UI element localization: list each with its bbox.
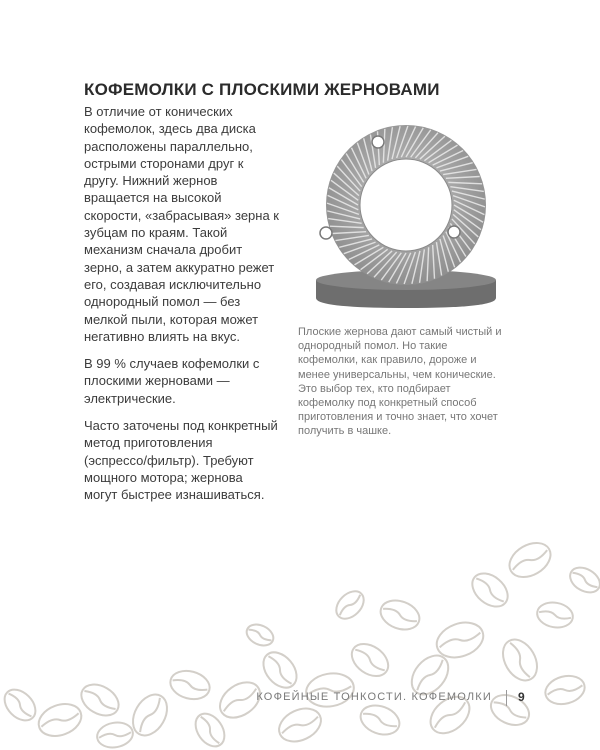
article-body: [84, 103, 279, 514]
burr-illustration: [296, 110, 516, 330]
coffee-bean: [466, 567, 514, 614]
coffee-bean: [346, 637, 394, 682]
coffee-bean: [331, 586, 369, 624]
paragraph-intro: В отличие от конических кофемолок, здесь два диска расположены параллельно, острыми сторонами друг к другу. Нижний жернов вращается на высокой скорости, «забрасывая» зерна к зубцам по краям. Такой механизм сначала дробит зерно, а затем аккуратно режет его, создавая исключительно однородный помол — без мелкой пыли, которая может негативно влиять на вкус.: [84, 104, 279, 344]
mount-hole: [320, 227, 332, 239]
page-title: КОФЕМОЛКИ С ПЛОСКИМИ ЖЕРНОВАМИ: [84, 80, 440, 99]
coffee-bean: [503, 536, 556, 584]
coffee-beans-background: [0, 520, 600, 750]
caption-text: Плоские жернова дают самый чистый и однородный помол. Но такие кофемолки, как правило, дороже и менее универсальны, чем конические. Это выбор тех, кто подбирает кофемолку под конкретный способ приготовления и точно знает, что хочет получить в чашке.: [298, 326, 502, 438]
coffee-bean: [496, 633, 544, 686]
coffee-bean: [377, 595, 424, 634]
mount-hole: [372, 136, 384, 148]
coffee-bean: [243, 620, 276, 649]
coffee-bean: [535, 600, 575, 630]
paragraph-electric: В 99 % случаев кофемолки с плоскими жерновами — электрические.: [84, 356, 260, 406]
figure-caption: [298, 325, 506, 439]
running-footer: КОФЕЙНЫЕ ТОНКОСТИ. КОФЕМОЛКИ: [256, 691, 492, 703]
coffee-bean: [95, 720, 135, 750]
coffee-bean: [566, 563, 600, 598]
mount-hole: [448, 226, 460, 238]
page-footer: [0, 682, 600, 712]
footer-divider: [506, 690, 507, 706]
page-number: 9: [518, 690, 525, 704]
paragraph-drawbacks: Часто заточены под конкретный метод приготовления (эспрессо/фильтр). Требуют мощного мотора; жернова могут быстрее изнашиваться.: [84, 418, 278, 503]
